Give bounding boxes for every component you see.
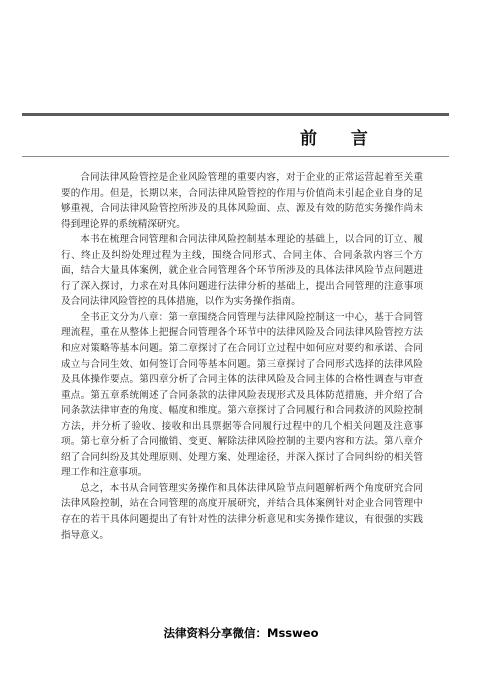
paragraph-3: 全书正文分为八章：第一章围绕合同管理与法律风险控制这一中心，基于合同管理流程，重在从整体上把握合同管理各个环节中的法律风险及合同法律风险管控方法和应对策略等基本问题。第二章探讨了在合同订立过程中如何应对要约和承诺、合同成立与合同生效、如何签订合同等基本问题。第三章探讨了合同形式选择的法律风险及具体操作要点。第四章分析了合同主体的法律风险及合同主体的合格性调查与审查重点。第五章系统阐述了合同条款的法律风险表现形式及具体防范措施，并介绍了合同条款法律审查的角度、幅度和维度。第六章探讨了合同履行和合同救济的风险控制方法，并分析了验收、接收和出具票据等合同履行过程中的几个相关问题及注意事项。第七章分析了合同撤销、变更、解除法律风险控制的主要内容和方法。第八章介绍了合同纠纷及其处理原则、处理方案、处理途径，并深入探讨了合同纠纷的相关管理工作和注意事项。 — [61, 311, 423, 479]
paragraph-1: 合同法律风险管控是企业风险管理的重要内容，对于企业的正常运营起着至关重要的作用。但是，长期以来，合同法律风险管控的作用与价值尚未引起企业自身的足够重视，合同法律风险管控所涉及的具体风险面、点、源及有效的防范实务操作尚未得到理论界的系统精深研究。 — [61, 172, 423, 230]
header-rule — [22, 113, 449, 116]
page-title: 前 言 — [300, 129, 382, 149]
preface-body — [61, 170, 423, 543]
footer-watermark: 法律资料分享微信：Mssweo — [163, 626, 319, 640]
title-rule — [22, 156, 449, 157]
paragraph-2: 本书在梳理合同管理和合同法律风险控制基本理论的基础上，以合同的订立、履行、终止及纠纷处理过程为主线，围绕合同形式、合同主体、合同条款内容三个方面，结合大量具体案例，就企业合同管理各个环节所涉及的具体法律风险节点问题进行了深入探讨，力求在对具体问题进行法律分析的基础上，提出合同管理的注意事项及合同法律风险管控的具体措施，以作为实务操作指南。 — [61, 234, 423, 308]
paragraph-4: 总之，本书从合同管理实务操作和具体法律风险节点问题解析两个角度研究合同法律风险控制，站在合同管理的高度开展研究，并结合具体案例针对企业合同管理中存在的若干具体问题提出了有针对性的法律分析意见和实务操作建议，有很强的实践指导意义。 — [61, 482, 423, 541]
